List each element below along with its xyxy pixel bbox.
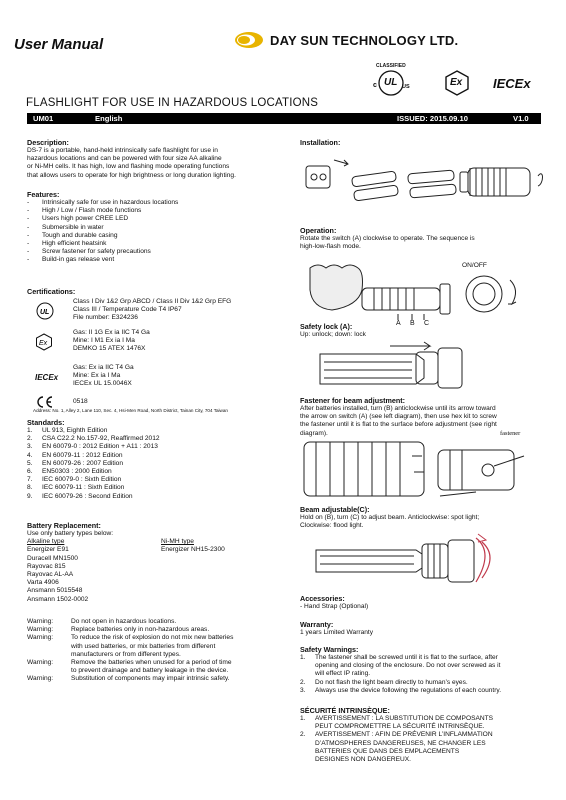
certifications-section (27, 287, 297, 296)
safety-lock-illustration (310, 340, 470, 392)
operation-heading: Operation: (300, 226, 337, 235)
description-heading: Description: (27, 138, 69, 147)
installation-heading: Installation: (300, 138, 341, 147)
warning-row: Warning: Replace batteries only in non-hazardous areas. (27, 626, 210, 634)
fastener-line: the arrow on switch (A) (see left diagram), then use hex kit to screw (300, 413, 497, 421)
alkaline-item: Duracell MN1500 (27, 554, 78, 562)
feature-item: - Submersible in water (27, 224, 297, 232)
beam-section (300, 505, 545, 530)
accessories-heading: Accessories: (300, 594, 345, 603)
address: Address: No. 1, Alley 2, Lane 110, Sec. 4, Hsi-Men Road, North District, Tainan City, 704 Taiwan (33, 408, 228, 413)
feature-item: - Build-in gas release vent (27, 256, 297, 264)
ex-cert-block (73, 329, 303, 354)
operation-line: high-low-flash mode. (300, 243, 361, 251)
safety-item: 2. Do not flash the light beam directly to human’s eyes. (300, 678, 468, 686)
safety-lock-section (300, 322, 450, 339)
alkaline-item: Ansmann 1502-0002 (27, 595, 89, 603)
securite-section (300, 706, 548, 764)
fastener-line: After batteries installed, turn (B) anticlockwise until its arrow toward (300, 405, 496, 412)
iecex-small-label: IECEx (35, 373, 59, 382)
standard-item: 6. EN50303 : 2000 Edition (27, 468, 112, 476)
description-line: or Ni-MH cells. It has high, low and flashing mode operating functions (27, 163, 230, 171)
description-line: hazardous locations and can be powered with four size AA alkaline (27, 155, 222, 163)
manual-title: User Manual (14, 36, 104, 53)
ex-small-hexagon-icon (35, 333, 53, 351)
feature-item: - Users high power CREE LED (27, 215, 297, 223)
ce-number: 0518 (73, 398, 88, 405)
ex-mark (444, 70, 470, 96)
feature-item: - Intrinsically safe for use in hazardous locations (27, 199, 297, 207)
battery-section (27, 521, 297, 604)
warranty-section (300, 620, 545, 637)
svg-text:UL: UL (40, 309, 50, 316)
label-c: C (424, 320, 430, 327)
warnings-section (27, 618, 297, 684)
fastener-line: diagram). (300, 429, 328, 437)
beam-heading: Beam adjustable(C): (300, 505, 370, 514)
alkaline-item: Varta 4906 (27, 579, 59, 587)
alkaline-item: Rayovac 815 (27, 562, 66, 570)
svg-text:Ex: Ex (39, 340, 48, 347)
standard-item: 3. EN 60079-0 : 2012 Edition + A11 : 2013 (27, 443, 158, 451)
standards-heading: Standards: (27, 418, 65, 427)
standard-item: 5. EN 60079-26 : 2007 Edition (27, 459, 124, 467)
features-heading: Features: (27, 190, 60, 199)
alkaline-heading: Alkaline type (27, 538, 65, 546)
feature-item: - High efficient heatsink (27, 240, 297, 248)
safety-lock-text: Up: unlock; down: lock (300, 331, 366, 338)
securite-item: 1. AVERTISSEMENT : LA SUBSTITUTION DE COMPOSANTS PEUT COMPROMETTRE LA SÉCURITÉ INTRINSÈQUE. (300, 715, 494, 731)
standard-item: 1. UL 913, Eighth Edition (27, 427, 108, 434)
info-bar (27, 113, 541, 124)
warranty-text: 1 years Limited Warranty (300, 629, 374, 636)
standards-section (27, 418, 297, 501)
cert-us: US (402, 84, 410, 90)
brand-name: DAY SUN TECHNOLOGY LTD. (270, 32, 459, 48)
fastener-heading: Fastener for beam adjustment: (300, 396, 406, 405)
securite-heading: SÉCURITÉ INTRINSÈQUE: (300, 706, 390, 715)
operation-illustration (300, 258, 546, 326)
warning-row: Warning: Do not open in hazardous locations. (27, 618, 177, 625)
warranty-heading: Warranty: (300, 620, 334, 629)
beam-line: Clockwise: flood light. (300, 522, 364, 530)
description-section (27, 138, 297, 180)
brand (234, 30, 458, 50)
description-line: that allows users to operate for high brightness or long duration lighting. (27, 171, 236, 179)
ul-cert-line: Class III / Temperature Code T4 IP67 (73, 306, 182, 314)
safety-warnings-section (300, 645, 548, 695)
ex-cert-line: Gas: II 1G Ex ia IIC T4 Ga (73, 329, 150, 336)
ex-cert-line: Mine: I M1 Ex ia I Ma (73, 337, 135, 345)
iecex-cert-line: Gas: Ex ia IIC T4 Ga (73, 364, 134, 371)
issued-date: ISSUED: 2015.09.10 (397, 114, 468, 124)
cert-classified: CLASSIFIED (376, 63, 406, 69)
ul-cert-block (73, 298, 303, 323)
cert-ex: Ex (450, 77, 463, 88)
beam-line: Hold on (B), turn (C) to adjust beam. Anticlockwise: spot light; (300, 514, 480, 521)
ul-classified-mark (372, 62, 410, 100)
feature-item: - Tough and durable casing (27, 232, 297, 240)
safety-item: 3. Always use the device following the regulations of each country. (300, 686, 502, 694)
description-line: DS-7 is a portable, hand-held intrinsically safe flashlight for use in (27, 147, 218, 154)
cert-ul: UL (384, 77, 398, 88)
iecex-cert-line: Mine: Ex ia I Ma (73, 372, 121, 380)
fastener-label: fastener (500, 430, 521, 437)
standard-item: 9. IEC 60079-26 : Second Edition (27, 492, 133, 500)
page-title: FLASHLIGHT FOR USE IN HAZARDOUS LOCATIONS (26, 97, 319, 109)
on-off-label: ON/OFF (462, 262, 487, 269)
certifications-heading: Certifications: (27, 287, 76, 296)
operation-line: Rotate the switch (A) clockwise to operate. The sequence is (300, 235, 475, 242)
standard-item: 7. IEC 60079-0 : Sixth Edition (27, 476, 122, 484)
iecex-cert-block (73, 364, 303, 389)
alkaline-item: Ansmann 5015548 (27, 587, 83, 595)
operation-section (300, 226, 545, 251)
warning-row: Warning: Remove the batteries when unused for a period of time to prevent drainage and battery leakage in the device. (27, 659, 232, 675)
warning-row: Warning: Substitution of components may impair intrinsic safety. (27, 675, 230, 683)
manual-code: UM01 (33, 114, 54, 124)
nimh-item: Energizer NH15-2300 (161, 546, 225, 554)
ul-cert-line: Class I Div 1&2 Grp ABCD / Class II Div 1&2 Grp EFG (73, 298, 232, 305)
installation-illustration (300, 146, 546, 218)
features-section (27, 190, 297, 265)
safety-lock-heading: Safety lock (A): (300, 322, 353, 331)
cert-iecex: IECEx (493, 76, 531, 91)
ul-small-mark-icon (34, 299, 56, 321)
accessories-text: - Hand Strap (Optional) (300, 603, 369, 610)
fastener-line: the fastener until it is flat to the surface before adjustment (see right (300, 421, 497, 429)
feature-item: - Screw fastener for safety precautions (27, 248, 297, 256)
standard-item: 8. IEC 60079-11 : Sixth Edition (27, 484, 125, 492)
battery-heading: Battery Replacement: (27, 521, 101, 530)
cert-c: c (373, 82, 377, 89)
ex-cert-line: DEMKO 15 ATEX 1476X (73, 345, 146, 353)
standard-item: 2. CSA C22.2 No.157-92, Reaffirmed 2012 (27, 435, 160, 443)
iecex-cert-line: IECEx UL 15.0046X (73, 380, 132, 388)
accessories-section (300, 594, 545, 611)
securite-item: 2. AVERTISSEMENT : AFIN DE PRÉVENIR L’INFLAMMATION D’ATMOSPHERES DANGEREUSES, NE CHANGER LES BATTERIES QUE DANS DES EMPLACEMENTS DESIGNES NON DANGEREUX. (300, 731, 493, 764)
alkaline-item: Rayovac AL-AA (27, 571, 74, 579)
nimh-heading: Ni-MH type (161, 538, 194, 546)
safety-item: 1. The fastener shall be screwed until it is flat to the surface, after opening and closing of the enclosure. Do not over screwed as it will effect IP rating. (300, 654, 501, 678)
manual-language: English (95, 114, 123, 124)
label-a: A (396, 320, 401, 327)
ce-mark-icon (36, 396, 54, 408)
standard-item: 4. EN 60079-11 : 2012 Edition (27, 451, 123, 459)
ul-cert-line: File number: E324236 (73, 314, 138, 322)
manual-version: V1.0 (513, 114, 529, 124)
alkaline-item: Energizer E91 (27, 546, 69, 554)
battery-intro: Use only battery types below: (27, 530, 114, 537)
day-sun-logo-icon (234, 30, 264, 50)
fastener-illustration (300, 436, 546, 502)
beam-illustration (310, 532, 510, 588)
label-b: B (410, 320, 415, 327)
warning-row: Warning: To reduce the risk of explosion do not mix new batteries with used batteries, or mix batteries from different manufacturers or from different types. (27, 634, 234, 658)
feature-item: - High / Low / Flash mode functions (27, 207, 297, 215)
safety-warnings-heading: Safety Warnings: (300, 645, 359, 654)
